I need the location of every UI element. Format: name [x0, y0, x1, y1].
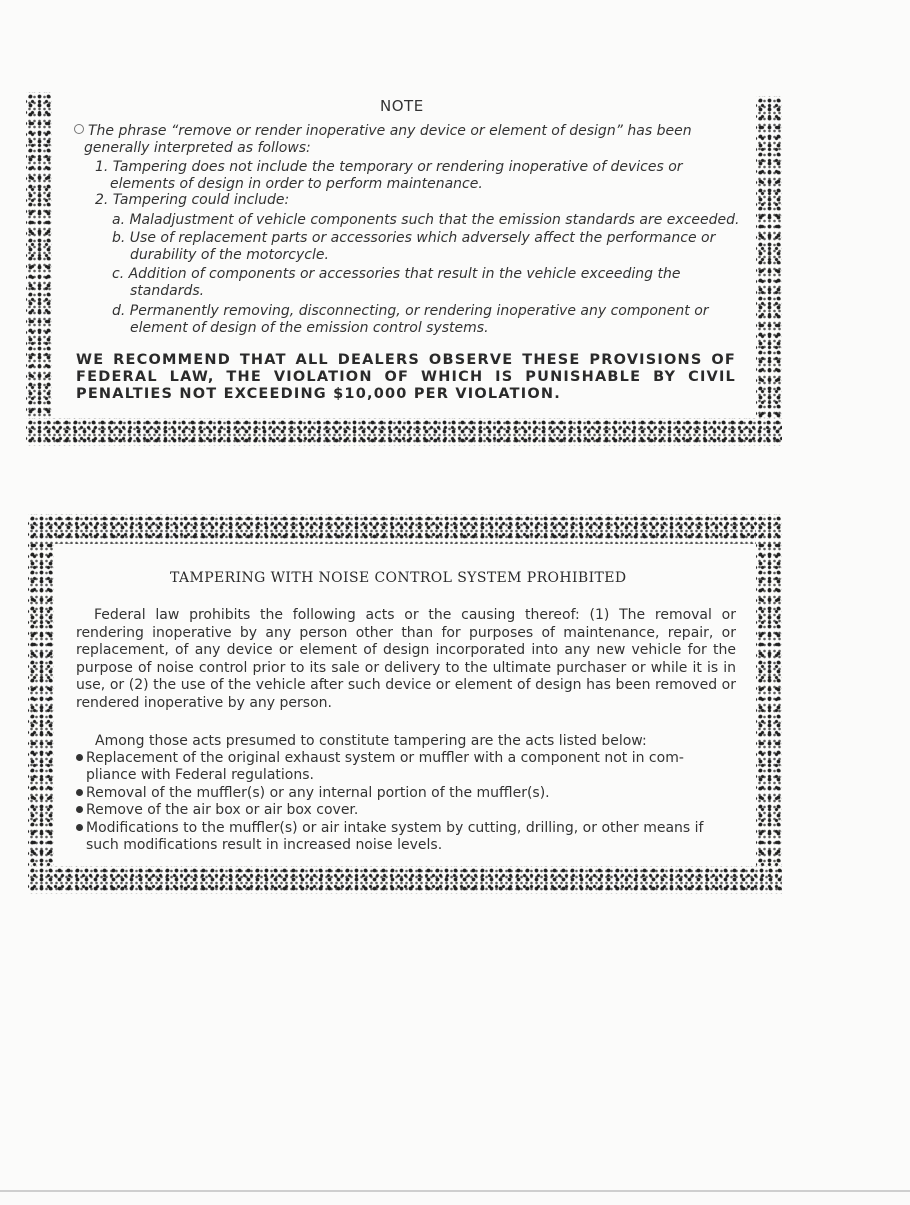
note-sub-d-line1: d. Permanently removing, disconnecting, or rendering inoperative any component or — [112, 303, 709, 319]
noise-border-top — [28, 514, 782, 544]
noise-title: TAMPERING WITH NOISE CONTROL SYSTEM PROHIBITED — [170, 570, 627, 586]
noise-bullet-4-line2: such modifications result in increased noise levels. — [86, 837, 443, 853]
note-border-right — [756, 96, 782, 444]
note-item1-line2: elements of design in order to perform maintenance. — [110, 176, 483, 192]
noise-bullet-1-line2: pliance with Federal regulations. — [86, 767, 314, 783]
note-border-left — [26, 92, 52, 440]
note-sub-b-line2: durability of the motorcycle. — [130, 247, 329, 263]
scan-edge-line — [0, 1190, 910, 1192]
noise-bullet-3: Remove of the air box or air box cover. — [76, 802, 358, 820]
note-sub-c-line1: c. Addition of components or accessories that result in the vehicle exceeding the — [112, 266, 681, 282]
bullet-icon — [76, 789, 83, 796]
noise-paragraph-1: Federal law prohibits the following acts or the causing thereof: (1) The removal or rendering inoperative by any person other than for purposes of maintenance, repair, or replacement, of any device or element of design incorporated into any new vehicle for the purpose of noise control prior to its sale or delivery to the ultimate purchaser or while it is in use, or (2) the use of the vehicle after such device or element of design has been removed or rendered inoperative by any person. — [76, 607, 736, 711]
note-sub-d-line2: element of design of the emission control systems. — [130, 320, 489, 336]
bullet-icon — [76, 754, 83, 761]
noise-border-left — [28, 514, 54, 894]
note-sub-b-line1: b. Use of replacement parts or accessories which adversely affect the performance or — [112, 230, 716, 246]
note-sub-c-line2: standards. — [130, 283, 205, 299]
note-border-bottom — [26, 418, 782, 446]
bullet-icon — [76, 824, 83, 831]
noise-paragraph-2: Among those acts presumed to constitute tampering are the acts listed below: — [95, 733, 647, 749]
bullet-icon — [76, 806, 83, 813]
note-intro-line1: The phrase “remove or render inoperative any device or element of design” has been — [74, 123, 742, 140]
note-sub-a: a. Maladjustment of vehicle components such that the emission standards are exceeded. — [112, 212, 740, 228]
noise-border-bottom — [28, 866, 782, 894]
noise-bullet-1-line1: Replacement of the original exhaust system or muffler with a component not in com- — [76, 750, 684, 768]
note-item2: 2. Tampering could include: — [95, 192, 290, 208]
noise-bullet-2: Removal of the muffler(s) or any internal portion of the muffler(s). — [76, 785, 550, 803]
note-item1-line1: 1. Tampering does not include the temporary or rendering inoperative of devices or — [95, 159, 683, 175]
noise-border-right — [756, 514, 782, 894]
circle-bullet-icon — [74, 124, 84, 134]
noise-bullet-4-line1: Modifications to the muffler(s) or air intake system by cutting, drilling, or other means if — [76, 820, 703, 838]
note-title: NOTE — [380, 97, 424, 115]
note-intro-line2: generally interpreted as follows: — [84, 140, 311, 156]
dealer-warning: WE RECOMMEND THAT ALL DEALERS OBSERVE THESE PROVISIONS OF FEDERAL LAW, THE VIOLATION OF WHICH IS PUNISHABLE BY CIVIL PENALTIES NOT EXCEEDING $10,000 PER VIOLATION. — [76, 352, 736, 402]
